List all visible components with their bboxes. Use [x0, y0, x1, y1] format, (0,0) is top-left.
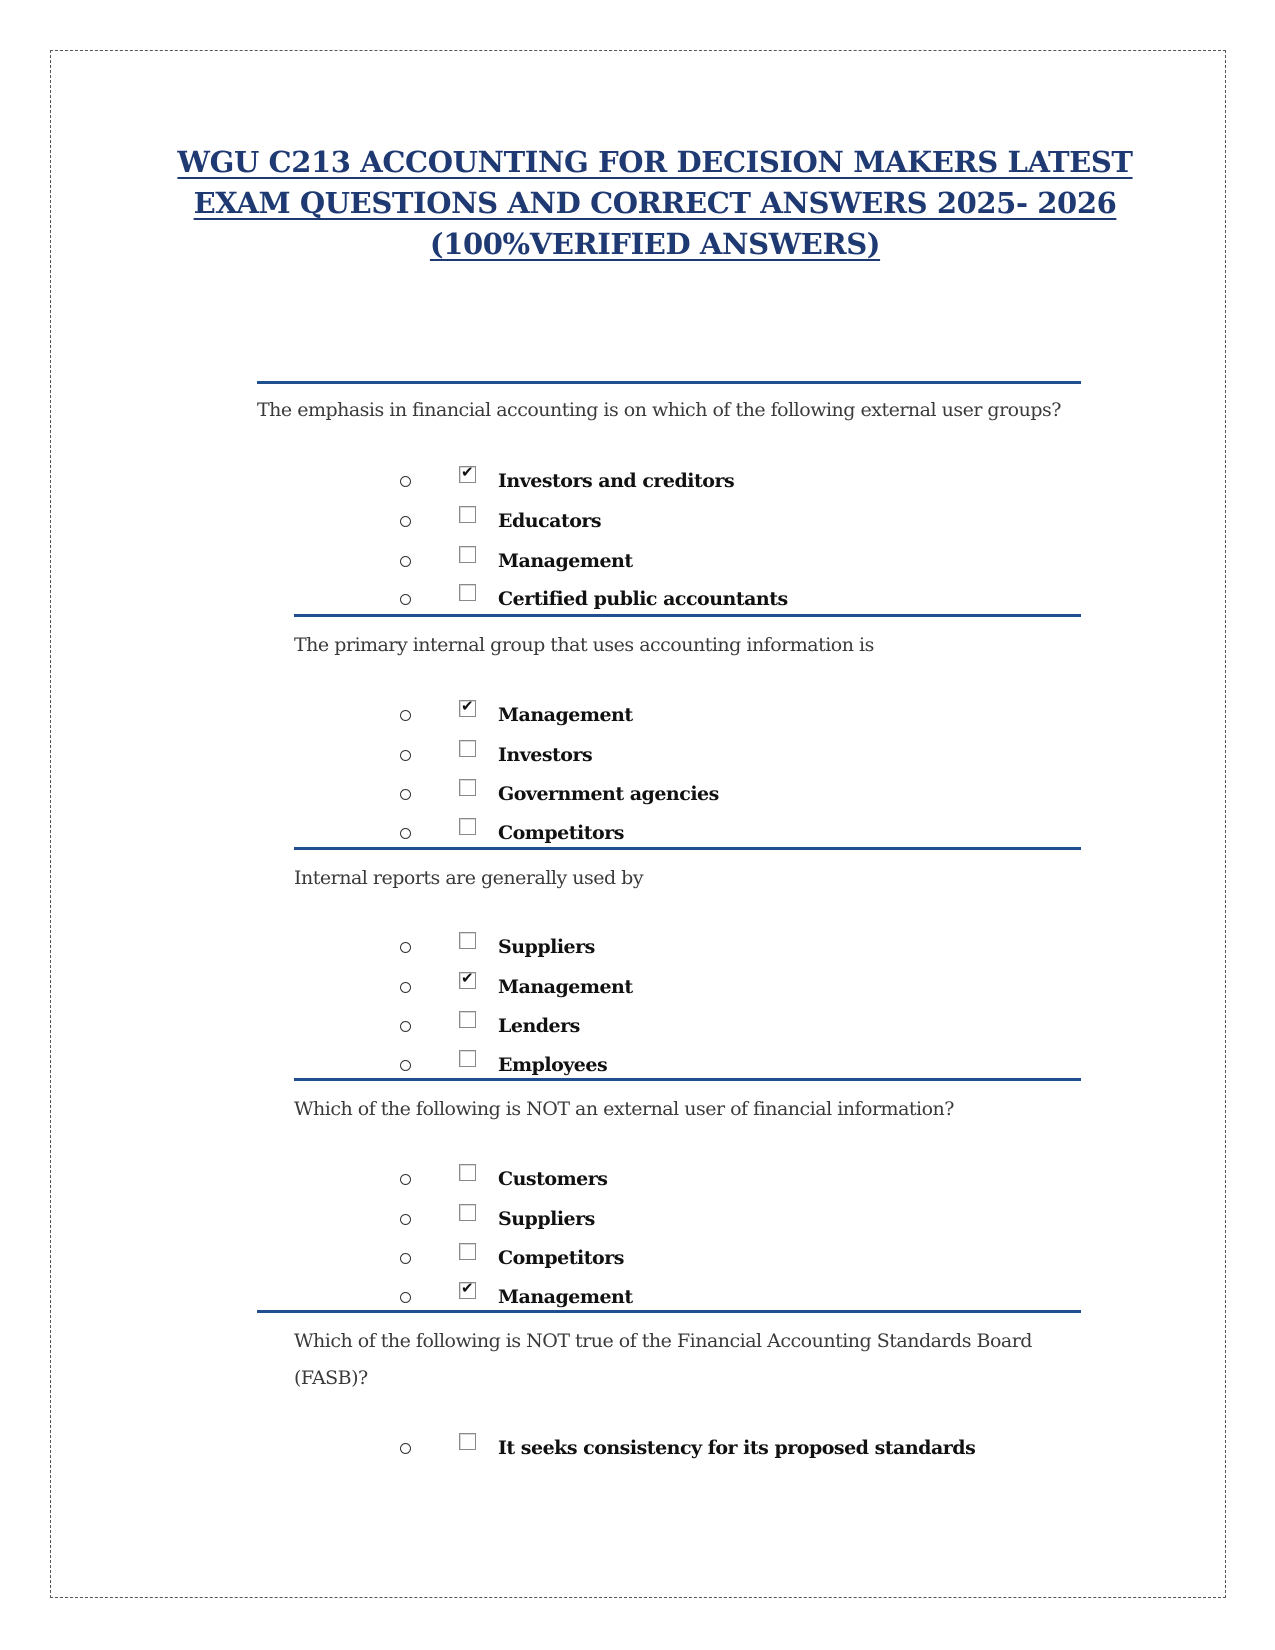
- answer-option[interactable]: [0, 779, 1275, 813]
- checkbox[interactable]: [459, 932, 476, 949]
- checkbox[interactable]: [459, 969, 476, 989]
- bullet-icon: [400, 710, 411, 721]
- answer-label: Competitors: [498, 822, 624, 844]
- checkbox[interactable]: [459, 779, 476, 796]
- bullet-icon: [400, 982, 411, 993]
- bullet-icon: [400, 516, 411, 527]
- checkbox[interactable]: [459, 1243, 476, 1260]
- checkbox[interactable]: [459, 546, 476, 563]
- bullet-icon: [400, 1292, 411, 1303]
- answer-option[interactable]: [0, 740, 1275, 774]
- checkmark-icon: ✔: [461, 463, 474, 481]
- answer-option[interactable]: [0, 1243, 1275, 1277]
- answer-label: Investors: [498, 744, 593, 766]
- bullet-icon: [400, 789, 411, 800]
- answer-option[interactable]: [0, 1433, 1275, 1467]
- bullet-icon: [400, 750, 411, 761]
- bullet-icon: [400, 1214, 411, 1225]
- checkbox[interactable]: [459, 584, 476, 601]
- answer-option[interactable]: [0, 697, 1275, 734]
- answer-label: Employees: [498, 1054, 608, 1076]
- bullet-icon: [400, 1443, 411, 1454]
- checkbox[interactable]: [459, 740, 476, 757]
- checkbox[interactable]: [459, 1279, 476, 1299]
- bullet-icon: [400, 1021, 411, 1032]
- bullet-icon: [400, 556, 411, 567]
- question-4-text: Which of the following is NOT an external user of financial information?: [294, 1098, 954, 1120]
- bullet-icon: [400, 942, 411, 953]
- question-divider: [294, 847, 1081, 850]
- question-divider: [294, 1078, 1081, 1081]
- answer-option[interactable]: [0, 932, 1275, 966]
- answer-option[interactable]: [0, 584, 1275, 618]
- answer-label: Management: [498, 704, 633, 726]
- answer-label: Government agencies: [498, 783, 719, 805]
- bullet-icon: [400, 1174, 411, 1185]
- checkmark-icon: ✔: [461, 697, 474, 715]
- answer-option[interactable]: [0, 969, 1275, 1006]
- checkmark-icon: ✔: [461, 969, 474, 987]
- checkbox[interactable]: [459, 1164, 476, 1181]
- checkbox[interactable]: [459, 1433, 476, 1450]
- bullet-icon: [400, 476, 411, 487]
- title-line-2: EXAM QUESTIONS AND CORRECT ANSWERS 2025- 2026: [193, 186, 1117, 220]
- answer-option[interactable]: [0, 506, 1275, 540]
- answer-label: Educators: [498, 510, 602, 532]
- answer-label: Competitors: [498, 1247, 624, 1269]
- answer-label: Management: [498, 976, 633, 998]
- answer-label: Lenders: [498, 1015, 580, 1037]
- answer-label: Management: [498, 1286, 633, 1308]
- title-line-1: WGU C213 ACCOUNTING FOR DECISION MAKERS LATEST: [177, 145, 1133, 179]
- question-2-text: The primary internal group that uses accounting information is: [294, 634, 874, 656]
- checkbox[interactable]: [459, 1011, 476, 1028]
- answer-option[interactable]: [0, 1204, 1275, 1238]
- question-5-text: [294, 1323, 1094, 1397]
- answer-label: Certified public accountants: [498, 588, 788, 610]
- answer-option[interactable]: [0, 1164, 1275, 1198]
- question-5-line-2: (FASB)?: [294, 1367, 368, 1389]
- checkbox[interactable]: [459, 1204, 476, 1221]
- answer-label: Customers: [498, 1168, 608, 1190]
- bullet-icon: [400, 828, 411, 839]
- bullet-icon: [400, 1253, 411, 1264]
- answer-label: It seeks consistency for its proposed standards: [498, 1437, 976, 1459]
- question-divider: [257, 381, 1081, 384]
- question-5-line-1: Which of the following is NOT true of the Financial Accounting Standards Board: [294, 1330, 1032, 1352]
- bullet-icon: [400, 1060, 411, 1071]
- bullet-icon: [400, 594, 411, 605]
- question-1-text: The emphasis in financial accounting is on which of the following external user groups?: [257, 399, 1061, 421]
- question-3-text: Internal reports are generally used by: [294, 867, 644, 889]
- checkbox[interactable]: [459, 506, 476, 523]
- checkbox[interactable]: [459, 697, 476, 717]
- document-title: [160, 142, 1150, 265]
- checkmark-icon: ✔: [461, 1279, 474, 1297]
- answer-option[interactable]: [0, 463, 1275, 500]
- title-line-3: (100%VERIFIED ANSWERS): [429, 227, 881, 261]
- question-divider: [257, 1310, 1081, 1313]
- answer-option[interactable]: [0, 1011, 1275, 1045]
- checkbox[interactable]: [459, 463, 476, 483]
- answer-label: Suppliers: [498, 1208, 595, 1230]
- checkbox[interactable]: [459, 1050, 476, 1067]
- answer-label: Management: [498, 550, 633, 572]
- answer-label: Suppliers: [498, 936, 595, 958]
- answer-label: Investors and creditors: [498, 470, 735, 492]
- answer-option[interactable]: [0, 546, 1275, 580]
- question-divider: [294, 614, 1081, 617]
- checkbox[interactable]: [459, 818, 476, 835]
